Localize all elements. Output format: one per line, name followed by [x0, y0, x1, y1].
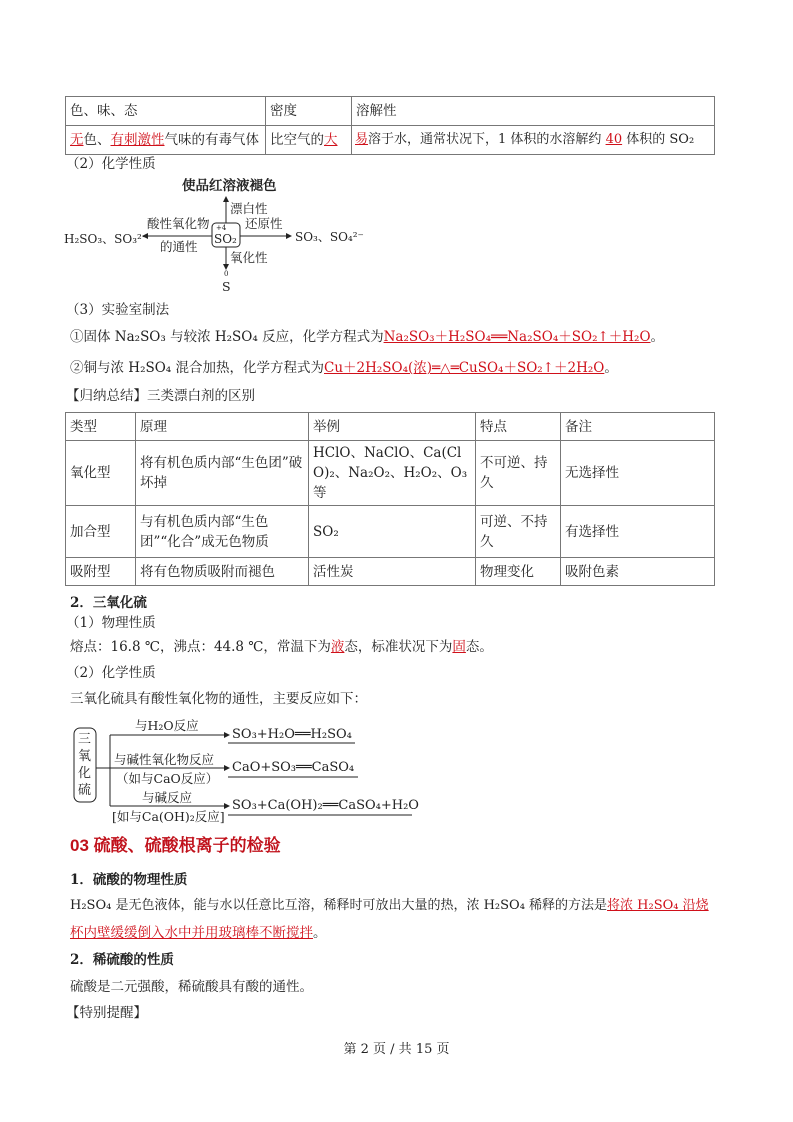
answer-text: 无 [70, 132, 84, 148]
text: 态。 [465, 639, 493, 655]
diagram-left-label: 酸性氧化物 [147, 216, 210, 231]
equation-answer: Na₂SO₃＋H₂SO₄══Na₂SO₄＋SO₂↑＋H₂O [383, 329, 651, 345]
branch-equation: CaO+SO₃══CaSO₄ [232, 760, 355, 775]
table-header: 原理 [136, 413, 309, 441]
table-header: 类型 [66, 413, 136, 441]
table-cell: 吸附型 [66, 558, 136, 586]
answer-text: 杯内壁缓缓倒入水中并用玻璃棒不断搅拌 [70, 925, 313, 941]
table-cell: 与有机色质内部“生色团”“化合”成无色物质 [136, 506, 309, 558]
answer-text: 40 [605, 132, 623, 147]
paragraph [70, 924, 327, 942]
subsection-heading: （3）实验室制法 [66, 302, 170, 318]
table-header: 举例 [309, 413, 476, 441]
table-cell: 物理变化 [476, 558, 561, 586]
branch-label: 与碱性氧化物反应 [114, 752, 215, 767]
table-cell: 无选择性 [561, 441, 715, 506]
table-cell: 活性炭 [309, 558, 476, 586]
diagram-right-product: SO₃、SO₄²⁻ [295, 230, 364, 244]
diagram-right-label: 还原性 [245, 216, 283, 231]
cell-text: 色、 [83, 132, 111, 148]
cell-text: 比空气的 [270, 132, 324, 148]
subsection-heading: （2）化学性质 [66, 665, 156, 681]
table-cell: 吸附色素 [561, 558, 715, 586]
answer-text: 易 [355, 132, 369, 147]
answer-text: 将浓 H₂SO₄ 沿烧 [607, 898, 709, 913]
text: ①固体 Na₂SO₃ 与较浓 H₂SO₄ 反应，化学方程式为 [70, 329, 384, 345]
oxidation-state: 0 [224, 270, 229, 278]
table-cell: SO₂ [309, 506, 476, 558]
table-cell: 可逆、不持久 [476, 506, 561, 558]
text: 。 [604, 360, 618, 376]
table-header: 溶解性 [352, 97, 715, 126]
cell-text: 体积的 SO₂ [622, 132, 695, 147]
diagram-up-label: 漂白性 [230, 201, 268, 216]
text: ②铜与浓 H₂SO₄ 混合加热，化学方程式为 [70, 360, 324, 376]
branch-label: 与H₂O反应 [135, 718, 199, 733]
table-header: 备注 [561, 413, 715, 441]
so3-chem-text: 三氧化硫具有酸性氧化物的通性，主要反应如下： [70, 691, 367, 707]
table-cell: 氧化型 [66, 441, 136, 506]
text: 。 [313, 925, 327, 941]
table-cell: 不可逆、持久 [476, 441, 561, 506]
diagram-center: SO₂ [214, 232, 237, 246]
equation-answer: Cu＋2H₂SO₄(浓)═△═CuSO₄＋SO₂↑＋2H₂O [324, 360, 605, 376]
branch-label: 与碱反应 [142, 790, 193, 805]
table-cell: HClO、NaClO、Ca(ClO)₂、Na₂O₂、H₂O₂、O₃ 等 [309, 441, 476, 506]
section-heading: 1．硫酸的物理性质 [70, 872, 188, 888]
cell-text: 溶于水，通常状况下，1 体积的水溶解约 [368, 132, 606, 147]
answer-text: 大 [324, 132, 338, 148]
text: 态，标准状况下为 [344, 639, 453, 655]
paragraph: 硫酸是二元强酸，稀硫酸具有酸的通性。 [70, 979, 313, 995]
table-header: 色、味、态 [66, 97, 266, 126]
cell-text: 气味的有毒气体 [164, 132, 259, 148]
branch-equation: SO₃+H₂O══H₂SO₄ [232, 727, 352, 742]
page-footer: 第 2 页 / 共 15 页 [343, 1042, 450, 1057]
section-heading: 2．稀硫酸的性质 [70, 952, 174, 968]
paragraph [70, 897, 709, 915]
diagram-left-product: H₂SO₃、SO₃²⁻ [64, 232, 149, 246]
section-heading: 2．三氧化硫 [70, 595, 147, 611]
answer-text: 有刺激性 [110, 132, 165, 148]
section-title: 03 硫酸、硫酸根离子的检验 [70, 836, 281, 855]
diagram-top-label: 使品红溶液褪色 [182, 178, 277, 194]
oxidation-state: +4 [216, 224, 227, 232]
table-cell: 将有色物质吸附而褪色 [136, 558, 309, 586]
tip-title: 【特别提醒】 [66, 1005, 147, 1021]
diagram-box-label: 三氧化硫 [78, 732, 92, 798]
answer-text: 固 [452, 639, 466, 655]
table-header: 密度 [266, 97, 352, 126]
summary-title: 【归纳总结】三类漂白剂的区别 [66, 388, 255, 404]
text: H₂SO₄ 是无色液体，能与水以任意比互溶，稀释时可放出大量的热，浓 H₂SO₄ 稀释的方法是 [70, 898, 608, 913]
table-header: 特点 [476, 413, 561, 441]
subsection-heading: （2）化学性质 [66, 156, 156, 172]
table-cell: 有选择性 [561, 506, 715, 558]
diagram-bottom-product: S [222, 279, 231, 294]
subsection-heading: （1）物理性质 [66, 615, 156, 631]
answer-text: 液 [330, 639, 345, 655]
text: 熔点：16.8 ℃，沸点：44.8 ℃，常温下为 [70, 639, 331, 655]
branch-label: （如与CaO反应） [116, 771, 219, 786]
branch-equation: SO₃+Ca(OH)₂══CaSO₄+H₂O [232, 798, 419, 813]
table-cell: 加合型 [66, 506, 136, 558]
diagram-left-label: 的通性 [160, 239, 198, 254]
diagram-down-label: 氧化性 [230, 250, 268, 265]
branch-label: [如与Ca(OH)₂反应] [112, 809, 225, 824]
table-cell: 将有机色质内部“生色团”破坏掉 [136, 441, 309, 506]
text: 。 [650, 329, 665, 345]
